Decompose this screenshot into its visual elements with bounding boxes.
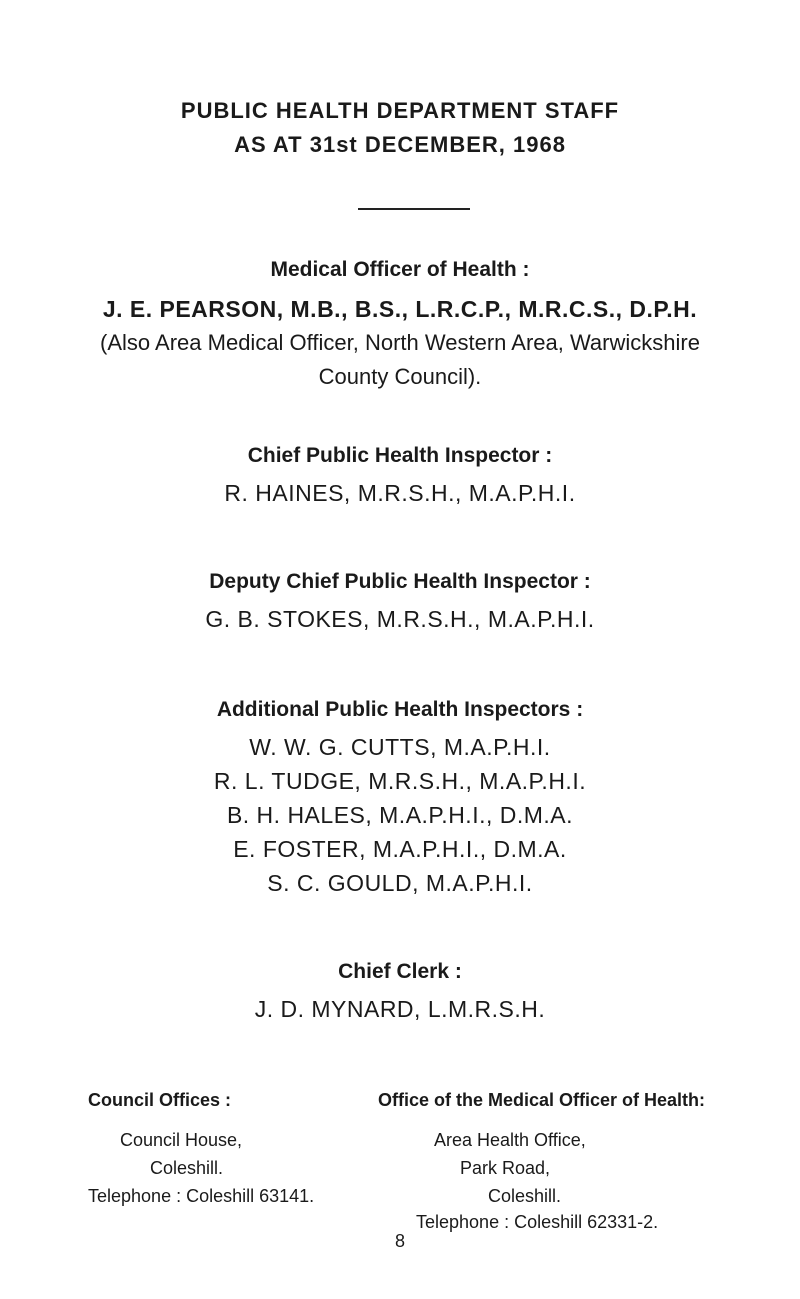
medical-office-line-4: Telephone : Coleshill 62331-2. <box>416 1212 659 1232</box>
medical-office-line-2: Park Road, <box>460 1158 551 1178</box>
medical-officer-heading: Medical Officer of Health : <box>270 258 530 281</box>
medical-office-line-3: Coleshill. <box>488 1186 562 1206</box>
additional-inspectors-heading: Additional Public Health Inspectors : <box>216 698 584 721</box>
medical-office-line-1: Area Health Office, <box>434 1130 586 1150</box>
medical-office-heading: Office of the Medical Officer of Health: <box>378 1090 706 1110</box>
deputy-inspector-name: G. B. STOKES, M.R.S.H., M.A.P.H.I. <box>205 606 595 632</box>
medical-officer-name: J. E. PEARSON, M.B., B.S., L.R.C.P., M.R.C.S., D.P.H. <box>102 296 698 322</box>
council-offices-line-1: Council House, <box>120 1130 243 1150</box>
chief-clerk-heading: Chief Clerk : <box>338 960 462 983</box>
council-offices-heading-text: Council Offices : <box>88 1090 232 1110</box>
medical-officer-note-line-1: (Also Area Medical Officer, North Western Area, Warwickshire <box>100 330 700 355</box>
council-offices-line-3: Telephone : Coleshill 63141. <box>88 1186 315 1206</box>
additional-inspector-name: W. W. G. CUTTS, M.A.P.H.I. <box>249 734 551 760</box>
deputy-inspector-heading: Deputy Chief Public Health Inspector : <box>209 570 591 593</box>
chief-clerk-name: J. D. MYNARD, L.M.R.S.H. <box>254 996 546 1022</box>
council-offices-heading <box>88 1090 231 1111</box>
additional-inspector-name: E. FOSTER, M.A.P.H.I., D.M.A. <box>233 836 567 862</box>
council-offices-line-2: Coleshill. <box>150 1158 224 1178</box>
additional-inspector-name: R. L. TUDGE, M.R.S.H., M.A.P.H.I. <box>213 768 587 794</box>
additional-inspector-name: S. C. GOULD, M.A.P.H.I. <box>267 870 533 896</box>
medical-officer-note-line-2: County Council). <box>318 364 482 389</box>
additional-inspector-name: B. H. HALES, M.A.P.H.I., D.M.A. <box>226 802 574 828</box>
title-divider <box>358 208 470 210</box>
page-title-line-2: AS AT 31st DECEMBER, 1968 <box>234 132 566 157</box>
page-number: 8 <box>394 1231 405 1251</box>
page-title-line-1: PUBLIC HEALTH DEPARTMENT STAFF <box>180 98 620 123</box>
chief-inspector-name: R. HAINES, M.R.S.H., M.A.P.H.I. <box>224 480 576 506</box>
chief-inspector-heading: Chief Public Health Inspector : <box>247 444 553 467</box>
